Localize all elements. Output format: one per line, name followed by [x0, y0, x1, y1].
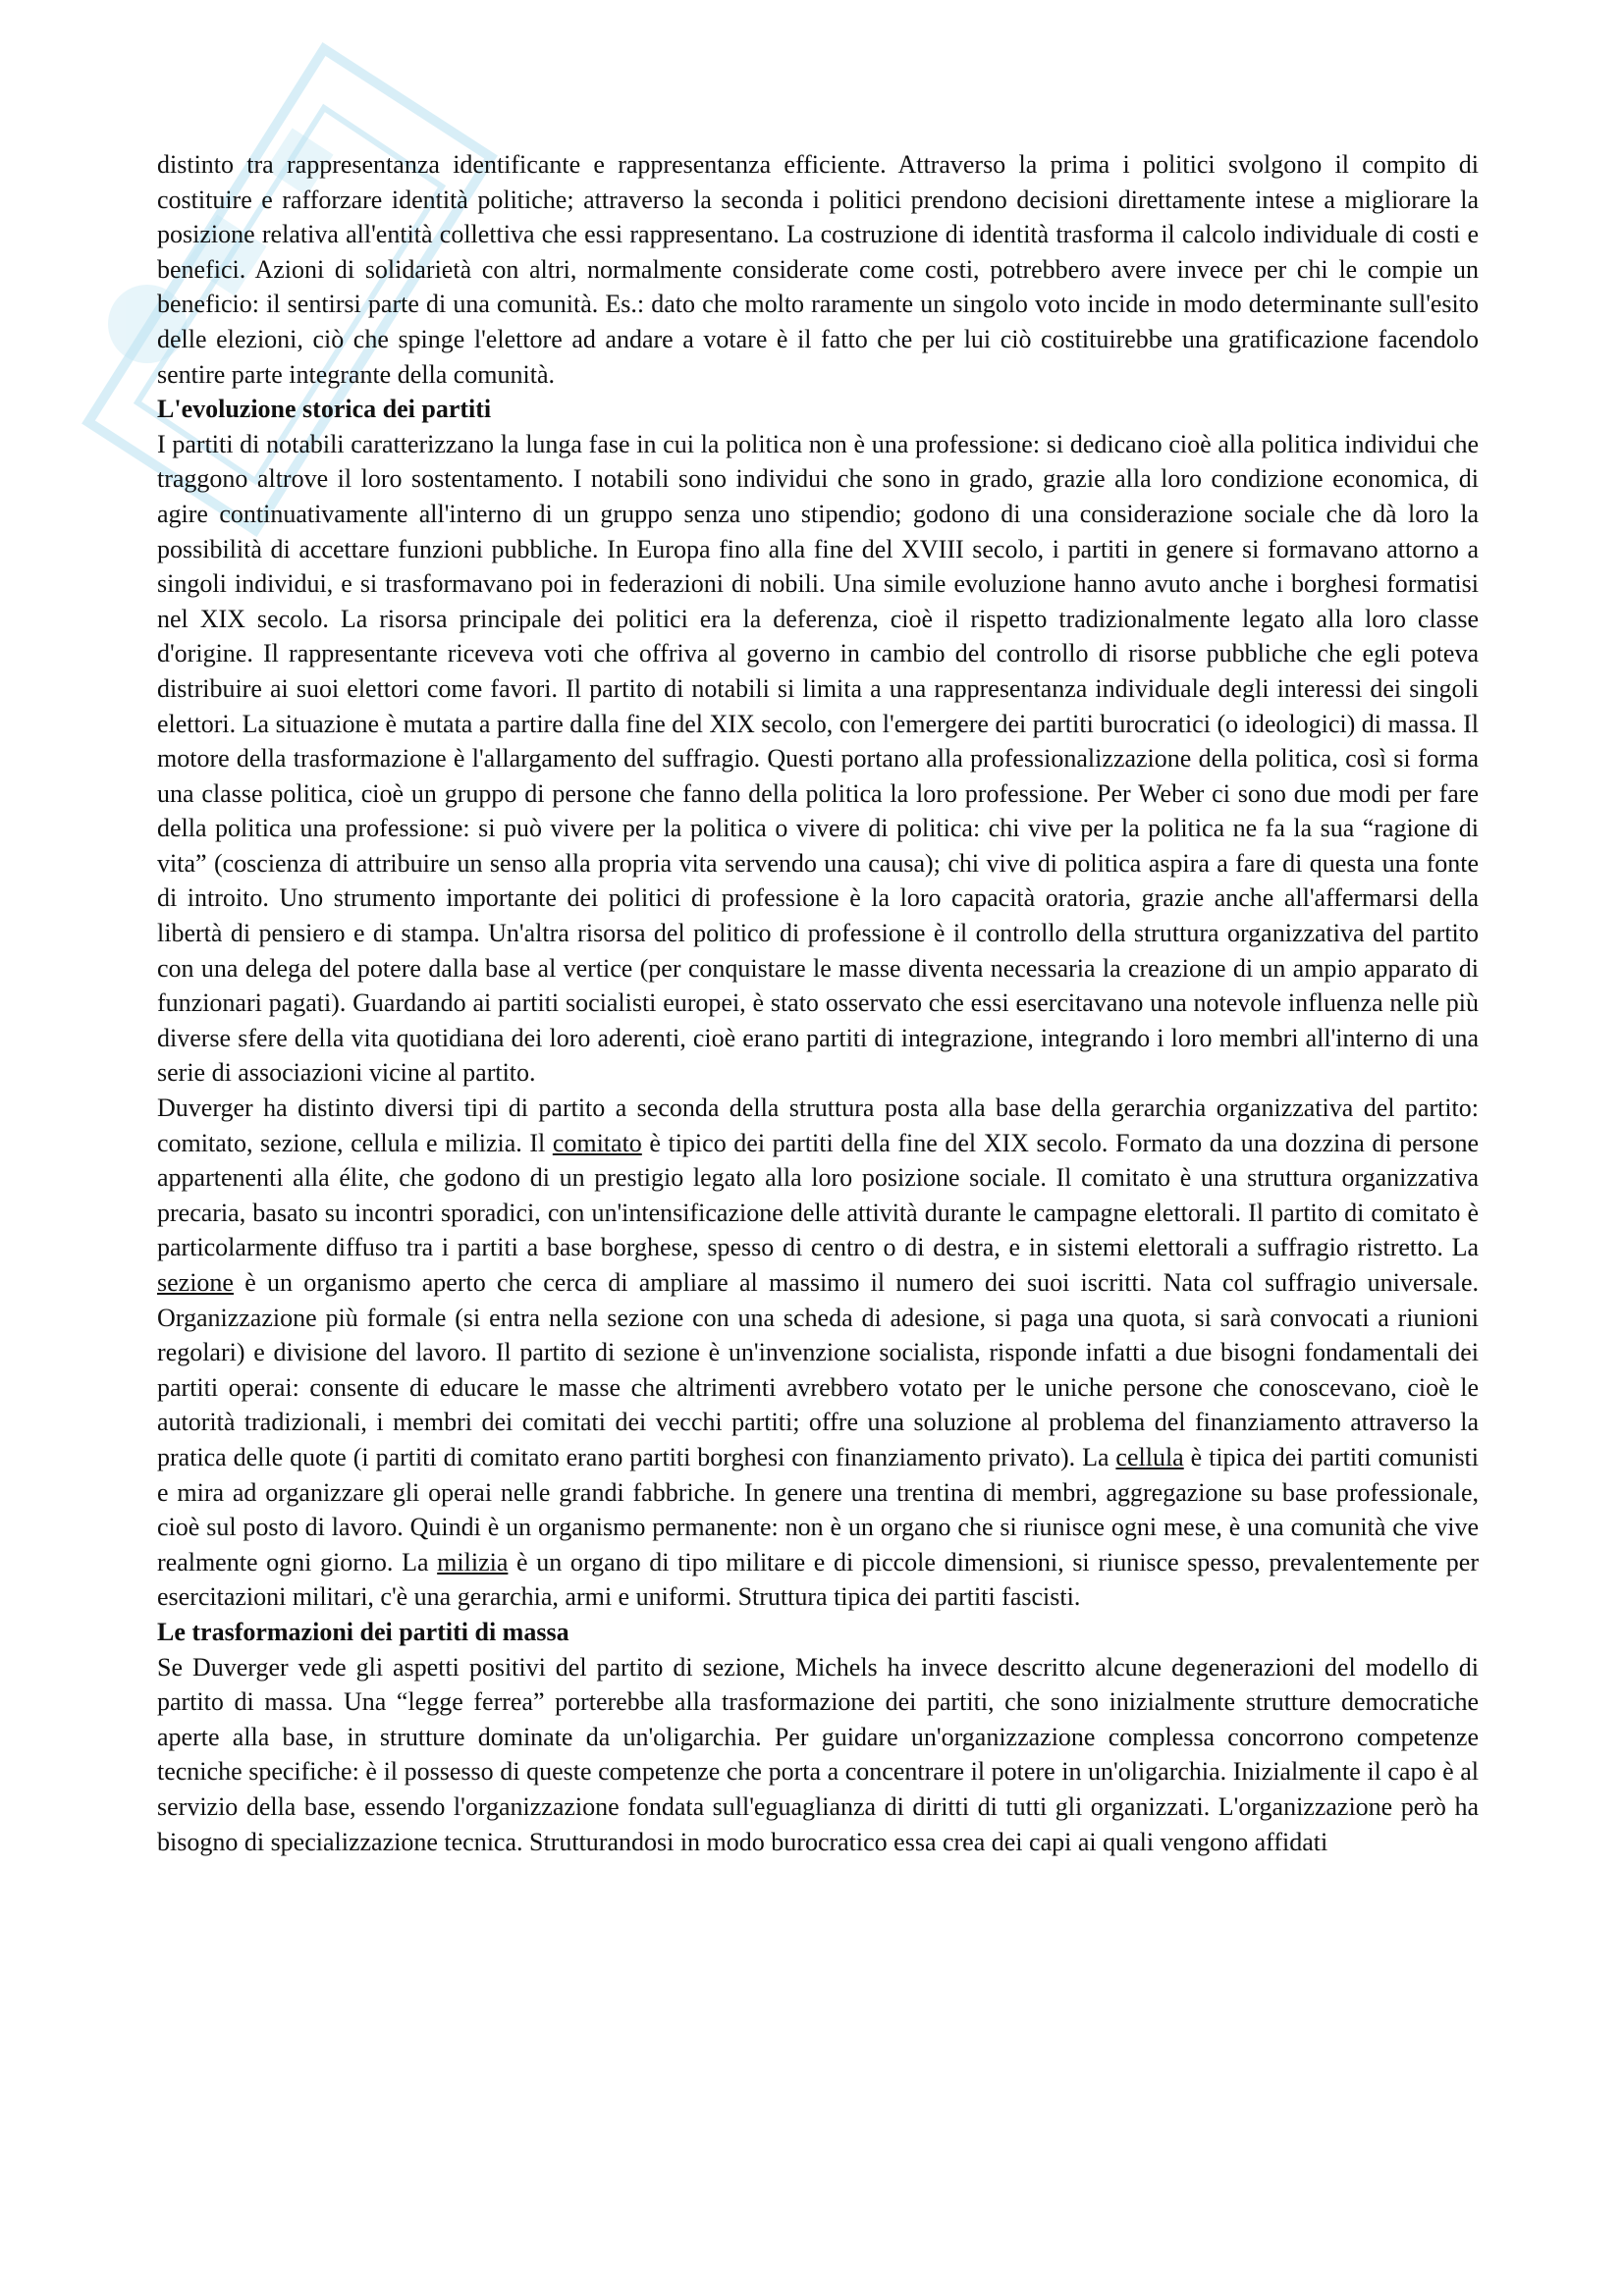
underlined-term-comitato: comitato	[552, 1128, 642, 1157]
text-run: è un organo di tipo militare e di piccole dimensioni, si riunisce spesso, prevalentemente per esercitazioni militari, c'è una gerarchia, armi e uniformi. Struttura tipica dei partiti fascisti.	[157, 1547, 1479, 1612]
text-run: è tipico dei partiti della fine del XIX secolo. Formato da una dozzina di persone appartenenti alla élite, che godono di un prestigio legato alla loro posizione sociale. Il comitato è una struttura organizzativa precaria, basato su incontri sporadici, con un'intensificazione delle attività durante le campagne elettorali. Il partito di comitato è particolarmente diffuso tra i partiti a base borghese, spesso di centro o di destra, e in sistemi elettorali a suffragio ristretto. La	[157, 1128, 1479, 1262]
paragraph-partiti-notabili: I partiti di notabili caratterizzano la lunga fase in cui la politica non è una professione: si dedicano cioè alla politica individui che traggono altrove il loro sostentamento. I notabili sono individui che sono in grado, grazie alla loro condizione economica, di agire continuativamente all'interno di un gruppo senza uno stipendio; godono di una considerazione sociale che dà loro la possibilità di accettare funzioni pubbliche. In Europa fino alla fine del XVIII secolo, i partiti in genere si formavano attorno a singoli individui, e si trasformavano poi in federazioni di nobili. Una simile evoluzione hanno avuto anche i borghesi formatisi nel XIX secolo. La risorsa principale dei politici era la deferenza, cioè il rispetto tradizionalmente legato alla loro classe d'origine. Il rappresentante riceveva voti che offriva al governo in cambio del controllo di risorse pubbliche che egli poteva distribuire ai suoi elettori come favori. Il partito di notabili si limita a una rappresentanza individuale degli interessi dei singoli elettori. La situazione è mutata a partire dalla fine del XIX secolo, con l'emergere dei partiti burocratici (o ideologici) di massa. Il motore della trasformazione è l'allargamento del suffragio. Questi portano alla professionalizzazione della politica, così si forma una classe politica, cioè un gruppo di persone che fanno della politica la loro professione. Per Weber ci sono due modi per fare della politica una professione: si può vivere per la politica o vivere di politica: chi vive per la politica ne fa la sua “ragione di vita” (coscienza di attribuire un senso alla propria vita servendo una causa); chi vive di politica aspira a fare di questa una fonte di introito. Uno strumento importante dei politici di professione è la loro capacità oratoria, grazie anche all'affermarsi della libertà di pensiero e di stampa. Un'altra risorsa del politico di professione è il controllo della struttura organizzativa del partito con una delega del potere dalla base al vertice (per conquistare le masse diventa necessaria la creazione di un ampio apparato di funzionari pagati). Guardando ai partiti socialisti europei, è stato osservato che essi esercitavano una notevole influenza nelle più diverse sfere della vita quotidiana dei loro aderenti, cioè erano partiti di integrazione, integrando i loro membri all'interno di una serie di associazioni vicine al partito.	[157, 429, 1479, 1088]
heading-trasformazioni: Le trasformazioni dei partiti di massa	[157, 1617, 569, 1646]
document-body	[157, 147, 1479, 1859]
underlined-term-milizia: milizia	[437, 1547, 509, 1576]
paragraph-rappresentanza: distinto tra rappresentanza identificante e rappresentanza efficiente. Attraverso la prima i politici svolgono il compito di costituire e rafforzare identità politiche; attraverso la seconda i politici prendono decisioni direttamente intese a migliorare la posizione relativa all'entità collettiva che essi rappresentano. La costruzione di identità trasforma il calcolo individuale di costi e benefici. Azioni di solidarietà con altri, normalmente considerate come costi, potrebbero avere invece per chi le compie un beneficio: il sentirsi parte di una comunità. Es.: dato che molto raramente un singolo voto incide in modo determinante sull'esito delle elezioni, ciò che spinge l'elettore ad andare a votare è il fatto che per lui ciò costituirebbe una gratificazione facendolo sentire parte integrante della comunità.	[157, 150, 1479, 389]
text-run: Duverger ha distinto diversi tipi di partito a seconda della struttura posta alla base della gerarchia organizzativa del partito: comitato, sezione, cellula e milizia. Il	[157, 1094, 1479, 1157]
heading-evoluzione-storica: L'evoluzione storica dei partiti	[157, 395, 492, 424]
text-run: è tipica dei partiti comunisti e mira ad organizzare gli operai nelle grandi fabbriche. In genere una trentina di membri, aggregazione su base professionale, cioè sul posto di lavoro. Quindi è un organismo permanente: non è un organo che si riunisce ogni mese, è una comunità che vive realmente ogni giorno. La	[157, 1442, 1480, 1576]
paragraph-michels: Se Duverger vede gli aspetti positivi del partito di sezione, Michels ha invece descritto alcune degenerazioni del modello di partito di massa. Una “legge ferrea” porterebbe alla trasformazione dei partiti, che sono inizialmente strutture democratiche aperte alla base, in strutture dominate da un'oligarchia. Per guidare un'organizzazione complessa concorrono competenze tecniche specifiche: è il possesso di queste competenze che porta a concentrare il potere in un'oligarchia. Inizialmente il capo è al servizio della base, essendo l'organizzazione fondata sull'eguaglianza di diritti di tutti gli organizzati. L'organizzazione però ha bisogno di specializzazione tecnica. Strutturandosi in modo burocratico essa crea dei capi ai quali vengono affidati	[157, 1652, 1479, 1856]
underlined-term-cellula: cellula	[1115, 1442, 1184, 1471]
text-run: è un organismo aperto che cerca di ampliare al massimo il numero dei suoi iscritti. Nata col suffragio universale. Organizzazione più formale (si entra nella sezione con una scheda di adesione, si paga una quota, si sarà convocati a riunioni regolari) e divisione del lavoro. Il partito di sezione è un'invenzione socialista, risponde infatti a due bisogni fondamentali dei partiti operai: consente di educare le masse che altrimenti avrebbero votato per le uniche persone che conoscevano, cioè le autorità tradizionali, i membri dei comitati dei vecchi partiti; offre una soluzione al problema del finanziamento attraverso la pratica delle quote (i partiti di comitato erano partiti borghesi con finanziamento privato). La	[157, 1268, 1479, 1471]
underlined-term-sezione: sezione	[157, 1268, 234, 1297]
paragraph-duverger	[157, 1091, 1479, 1615]
